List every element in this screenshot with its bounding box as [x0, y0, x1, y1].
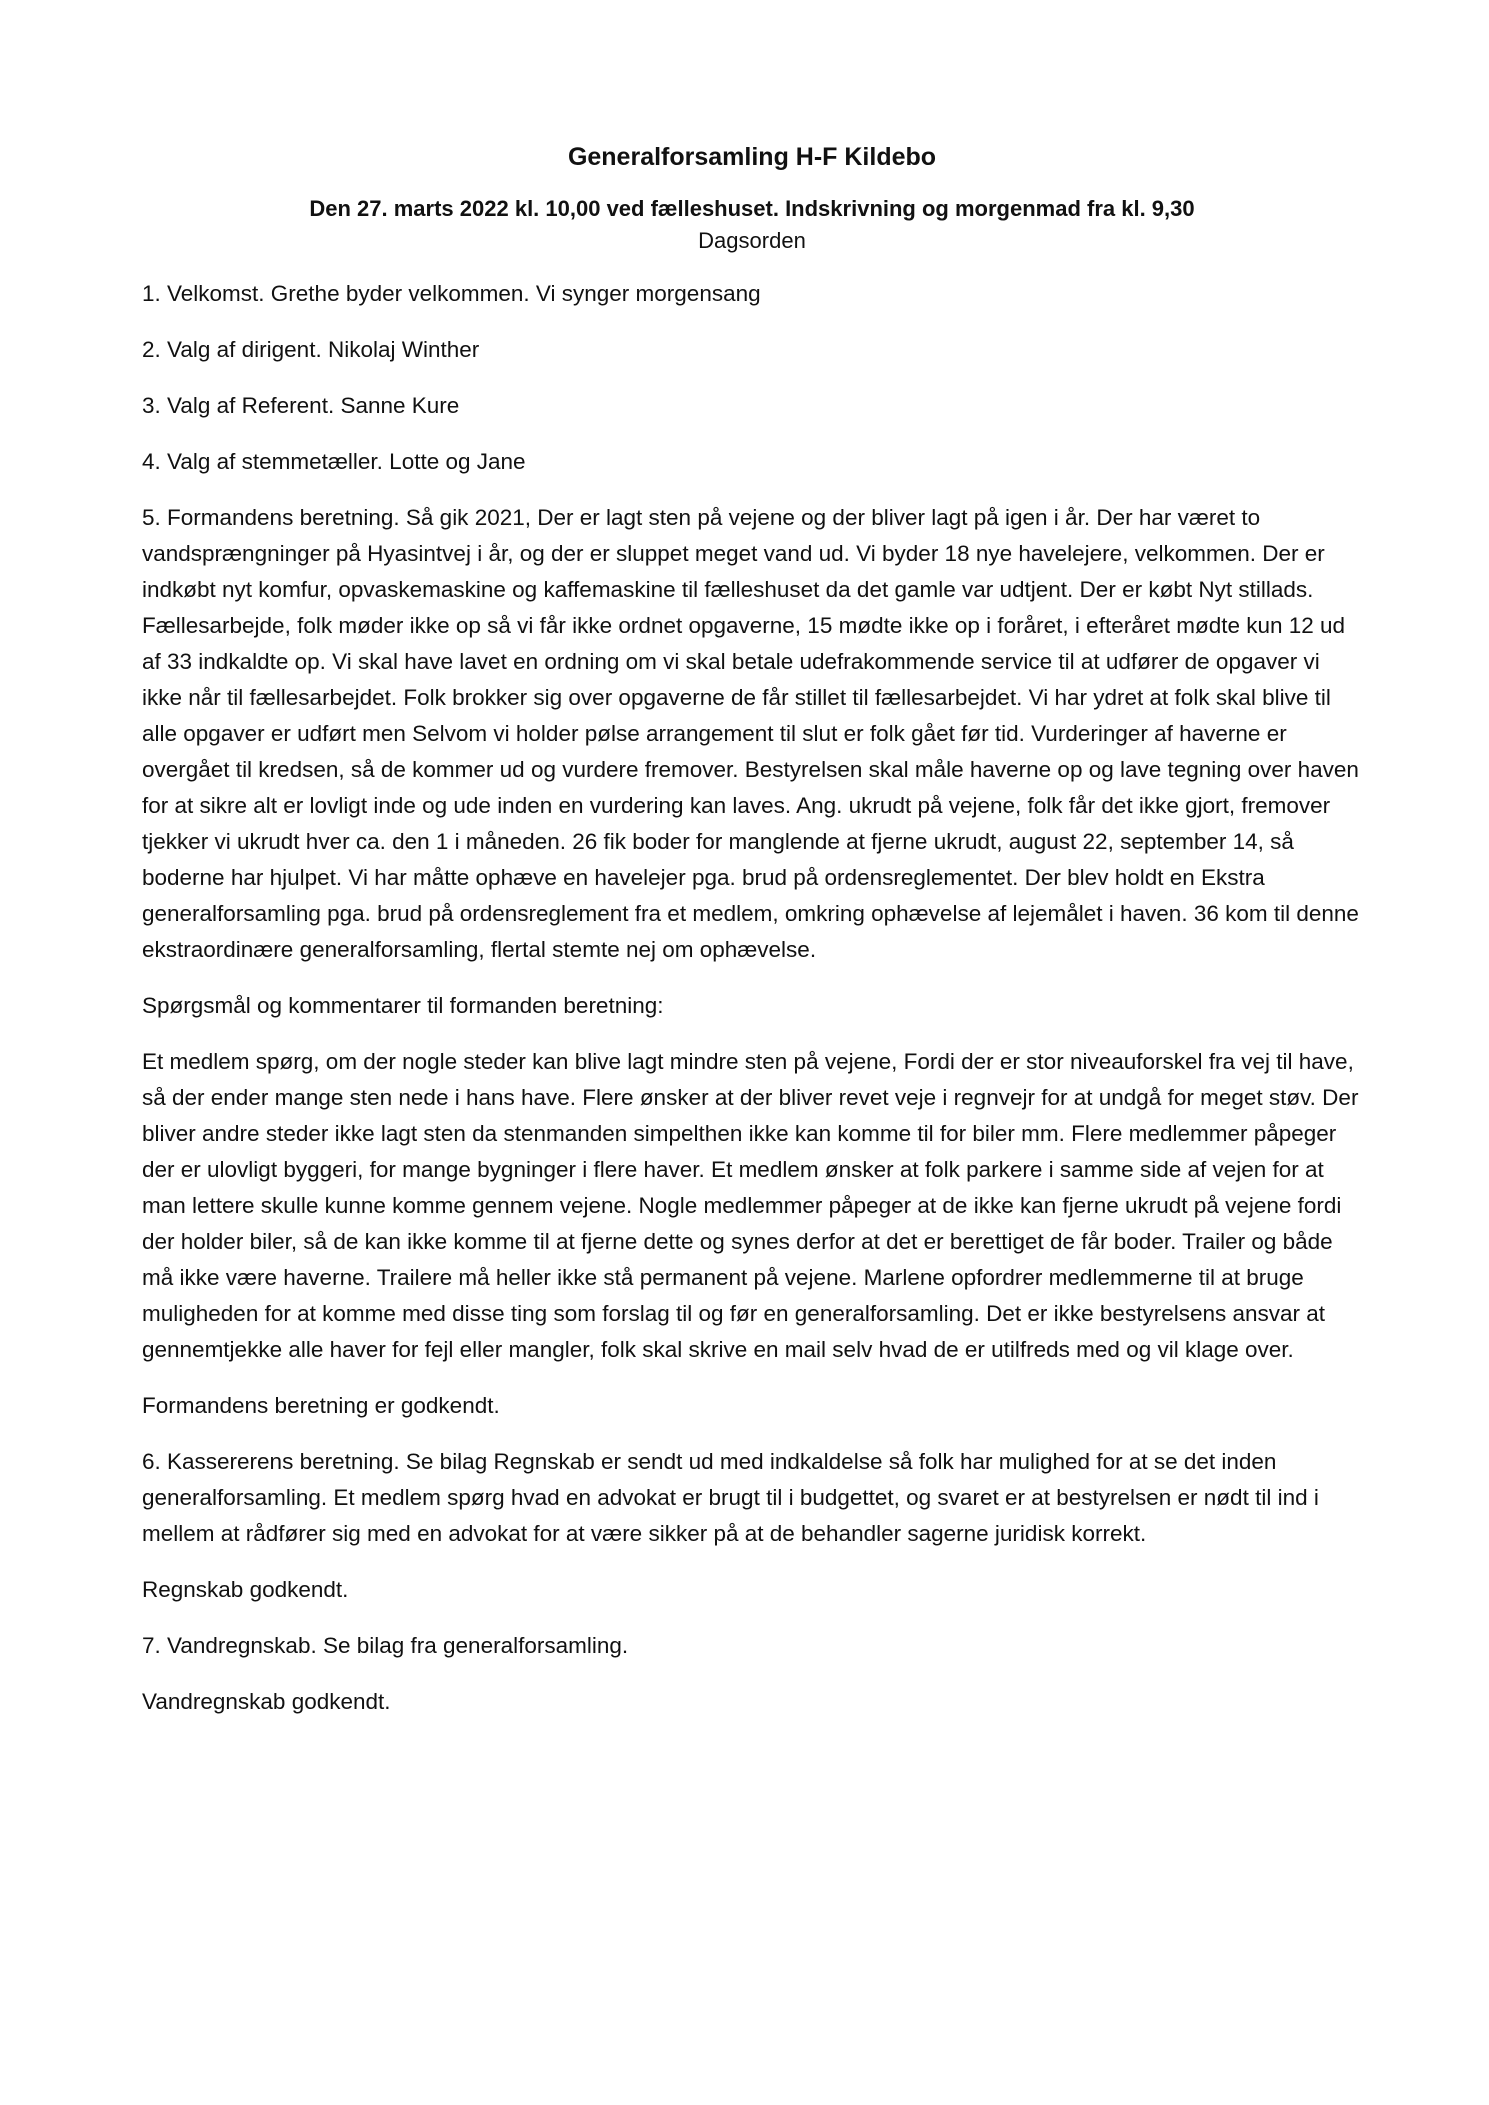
agenda-item-treasurer-report: 6. Kassererens beretning. Se bilag Regnskab er sendt ud med indkaldelse så folk har mulighed for at se det inden generalforsamling. Et medlem spørg hvad en advokat er brugt til i budgettet, og svaret er at bestyrelsen er nødt til ind i mellem at rådfører sig med en advokat for at være sikker på at de behandler sagerne juridisk korrekt.: [142, 1449, 1319, 1546]
water-accounts-approved: Vandregnskab godkendt.: [142, 1689, 391, 1714]
accounts-approved: Regnskab godkendt.: [142, 1577, 349, 1602]
document-content: [142, 140, 1362, 1740]
agenda-item-water-accounts: 7. Vandregnskab. Se bilag fra generalforsamling.: [142, 1633, 629, 1658]
agenda-item-welcome: 1. Velkomst. Grethe byder velkommen. Vi synger morgensang: [142, 281, 761, 306]
agenda-heading: Dagsorden: [698, 228, 806, 253]
report-approved: Formandens beretning er godkendt.: [142, 1393, 500, 1418]
meeting-date-line: Den 27. marts 2022 kl. 10,00 ved fælleshuset. Indskrivning og morgenmad fra kl. 9,30: [309, 196, 1195, 221]
agenda-item-secretary: 3. Valg af Referent. Sanne Kure: [142, 393, 460, 418]
document-title: Generalforsamling H-F Kildebo: [567, 143, 937, 171]
agenda-item-chair: 2. Valg af dirigent. Nikolaj Winther: [142, 337, 480, 362]
agenda-item-chairman-report: 5. Formandens beretning. Så gik 2021, Der er lagt sten på vejene og der bliver lagt på igen i år. Der har været to vandsprængninger på Hyasintvej i år, og der er sluppet meget vand ud. Vi byder 18 nye havelejere, velkommen. Der er indkøbt nyt komfur, opvaskemaskine og kaffemaskine til fælleshuset da det gamle var udtjent. Der er købt Nyt stillads. Fællesarbejde, folk møder ikke op så vi får ikke ordnet opgaverne, 15 mødte ikke op i foråret, i efteråret mødte kun 12 ud af 33 indkaldte op. Vi skal have lavet en ordning om vi skal betale udefrakommende service til at udfører de opgaver vi ikke når til fællesarbejdet. Folk brokker sig over opgaverne de får stillet til fællesarbejdet. Vi har ydret at folk skal blive til alle opgaver er udført men Selvom vi holder pølse arrangement til slut er folk gået før tid. Vurderinger af haverne er overgået til kredsen, så de kommer ud og vurdere fremover. Bestyrelsen skal måle haverne op og lave tegning over haven for at sikre alt er lovligt inde og ude inden en vurdering kan laves. Ang. ukrudt på vejene, folk får det ikke gjort, fremover tjekker vi ukrudt hver ca. den 1 i måneden. 26 fik boder for manglende at fjerne ukrudt, august 22, september 14, så boderne har hjulpet. Vi har måtte ophæve en havelejer pga. brud på ordensreglementet. Der blev holdt en Ekstra generalforsamling pga. brud på ordensreglement fra et medlem, omkring ophævelse af lejemålet i haven. 36 kom til denne ekstraordinære generalforsamling, flertal stemte nej om ophævelse.: [142, 505, 1359, 962]
questions-heading: Spørgsmål og kommentarer til formanden beretning:: [142, 993, 664, 1018]
minutes-body: [142, 276, 1362, 1720]
questions-paragraph: Et medlem spørg, om der nogle steder kan blive lagt mindre sten på vejene, Fordi der er stor niveauforskel fra vej til have, så der ender mange sten nede i hans have. Flere ønsker at der bliver revet veje i regnvejr for at undgå for meget støv. Der bliver andre steder ikke lagt sten da stenmanden simpelthen ikke kan komme til for biler mm. Flere medlemmer påpeger der er ulovligt byggeri, for mange bygninger i flere haver. Et medlem ønsker at folk parkere i samme side af vejen for at man lettere skulle kunne komme gennem vejene. Nogle medlemmer påpeger at de ikke kan fjerne ukrudt på vejene fordi der holder biler, så de kan ikke komme til at fjerne dette og synes derfor at det er berettiget de får boder. Trailer og både må ikke være haverne. Trailere må heller ikke stå permanent på vejene. Marlene opfordrer medlemmerne til at bruge muligheden for at komme med disse ting som forslag til og før en generalforsamling. Det er ikke bestyrelsens ansvar at gennemtjekke alle haver for fejl eller mangler, folk skal skrive en mail selv hvad de er utilfreds med og vil klage over.: [142, 1049, 1359, 1362]
agenda-item-vote-counters: 4. Valg af stemmetæller. Lotte og Jane: [142, 449, 526, 474]
